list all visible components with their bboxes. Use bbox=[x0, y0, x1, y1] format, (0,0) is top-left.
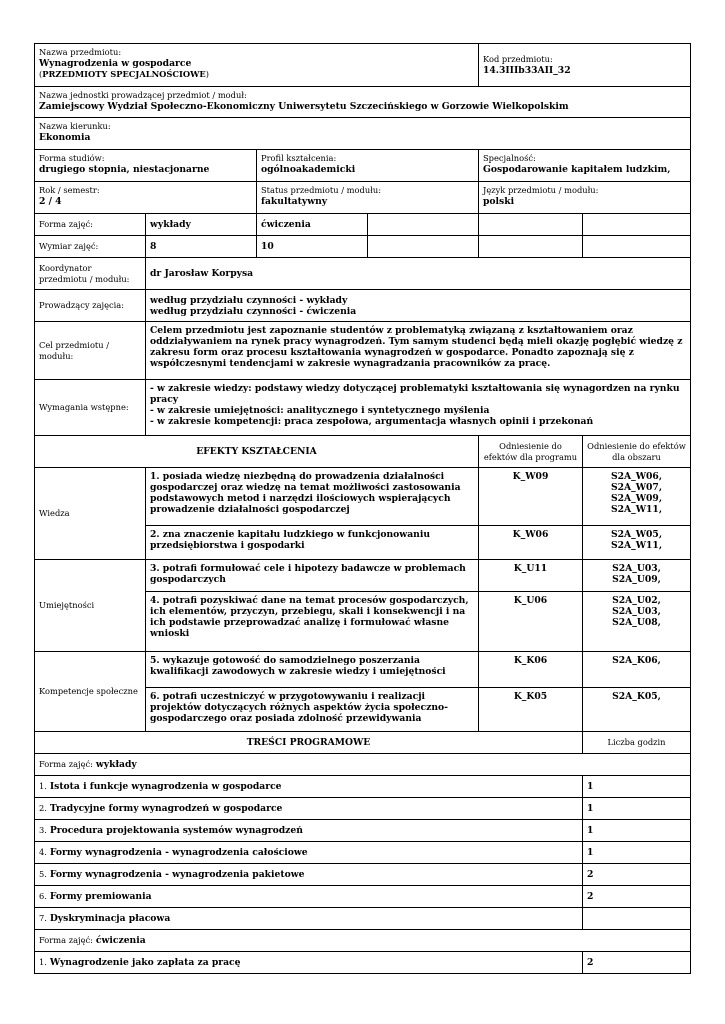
paren-open: ( bbox=[39, 69, 43, 79]
content-topic bbox=[35, 842, 583, 864]
code-label: Kod przedmiotu: bbox=[483, 54, 553, 64]
profile-cell bbox=[257, 150, 479, 182]
effect-program-ref: K_W09 bbox=[479, 468, 583, 526]
class-hours-label: Wymiar zajęć: bbox=[35, 236, 146, 258]
topic-num: 2. bbox=[39, 803, 47, 813]
topic-num: 1. bbox=[39, 781, 47, 791]
effect-program-ref: K_W06 bbox=[479, 526, 583, 560]
topic-num: 3. bbox=[39, 825, 47, 835]
paren-close: ) bbox=[205, 69, 209, 79]
content-topic bbox=[35, 908, 583, 930]
effect-text: 5. wykazuje gotowość do samodzielnego poszerzania kwalifikacji zawodowych w zakresie wiedzy i umiejętności bbox=[146, 652, 479, 688]
topic-title: Istota i funkcje wynagrodzenia w gospodarce bbox=[49, 781, 282, 792]
effects-title: EFEKTY KSZTAŁCENIA bbox=[35, 436, 479, 468]
exercises-form-value: ćwiczenia bbox=[95, 935, 146, 946]
field-value: Ekonomia bbox=[39, 132, 91, 143]
language-cell bbox=[479, 182, 691, 214]
content-header-row bbox=[35, 732, 691, 754]
content-topic bbox=[35, 776, 583, 798]
subject-group: PRZEDMIOTY SPECJALNOŚCIOWE bbox=[42, 69, 206, 79]
requirements-row bbox=[35, 380, 691, 436]
topic-num: 6. bbox=[39, 891, 47, 901]
requirements-skills: - w zakresie umiejętności: analitycznego i syntetycznego myślenia bbox=[150, 405, 490, 416]
class-form-empty-2 bbox=[479, 214, 583, 236]
class-hours-row bbox=[35, 236, 691, 258]
form-label: Forma zajęć: bbox=[39, 759, 93, 769]
lectures-form bbox=[35, 754, 691, 776]
year-row bbox=[35, 182, 691, 214]
effects-area-header: Odniesienie do efektów dla obszaru bbox=[583, 436, 691, 468]
instructors-value bbox=[146, 290, 691, 322]
effect-area-ref bbox=[583, 592, 691, 652]
effect-area-ref bbox=[583, 652, 691, 688]
year-cell bbox=[35, 182, 257, 214]
language-value: polski bbox=[483, 196, 515, 207]
effect-program-ref: K_K06 bbox=[479, 652, 583, 688]
coordinator-value: dr Jarosław Korpysa bbox=[146, 258, 691, 290]
study-row bbox=[35, 150, 691, 182]
topic-num: 4. bbox=[39, 847, 47, 857]
effects-group-social: Kompetencje społeczne bbox=[35, 652, 146, 732]
study-form-cell bbox=[35, 150, 257, 182]
topic-hours: 1 bbox=[583, 798, 691, 820]
effect-program-ref: K_K05 bbox=[479, 688, 583, 732]
effect-text: 4. potrafi pozyskiwać dane na temat procesów gospodarczych, ich elementów, przyczyn, przebiegu, skali i konsekwencji i na ich podstawie przeprowadzać analizę i formułować własne wnioski bbox=[146, 592, 479, 652]
topic-hours: 2 bbox=[583, 886, 691, 908]
content-row bbox=[35, 886, 691, 908]
form-label: Forma zajęć: bbox=[39, 935, 93, 945]
area-ref: S2A_U03, bbox=[612, 606, 661, 617]
specialty-value: Gospodarowanie kapitałem ludzkim, bbox=[483, 164, 671, 175]
effect-area-ref bbox=[583, 526, 691, 560]
effects-header-row bbox=[35, 436, 691, 468]
content-topic bbox=[35, 820, 583, 842]
status-value: fakultatywny bbox=[261, 196, 328, 207]
status-cell bbox=[257, 182, 479, 214]
effect-text: 2. zna znaczenie kapitału ludzkiego w funkcjonowaniu przedsiębiorstwa i gospodarki bbox=[146, 526, 479, 560]
content-row bbox=[35, 820, 691, 842]
area-ref: S2A_W11, bbox=[610, 504, 663, 515]
area-ref: S2A_K05, bbox=[612, 691, 661, 702]
content-row bbox=[35, 798, 691, 820]
area-ref: S2A_U08, bbox=[612, 617, 661, 628]
study-form-value: drugiego stopnia, niestacjonarne bbox=[39, 164, 210, 175]
topic-hours: 1 bbox=[583, 842, 691, 864]
class-form-empty-3 bbox=[583, 214, 691, 236]
field-cell bbox=[35, 118, 691, 150]
instructors-row bbox=[35, 290, 691, 322]
subject-code: 14.3IIIb33AII_32 bbox=[483, 65, 571, 76]
area-ref: S2A_W07, bbox=[610, 482, 663, 493]
topic-hours: 2 bbox=[583, 952, 691, 974]
area-ref: S2A_U09, bbox=[612, 574, 661, 585]
class-hours-exercises: 10 bbox=[257, 236, 368, 258]
subject-name: Wynagrodzenia w gospodarce bbox=[39, 58, 192, 69]
profile-label: Profil kształcenia: bbox=[261, 153, 337, 163]
topic-hours bbox=[583, 908, 691, 930]
class-hours-empty-1 bbox=[368, 236, 479, 258]
content-topic bbox=[35, 952, 583, 974]
class-form-empty-1 bbox=[368, 214, 479, 236]
class-hours-empty-3 bbox=[583, 236, 691, 258]
instructors-label: Prowadzący zajęcia: bbox=[35, 290, 146, 322]
topic-title: Procedura projektowania systemów wynagrodzeń bbox=[49, 825, 303, 836]
lectures-form-value: wykłady bbox=[95, 759, 137, 770]
year-value: 2 / 4 bbox=[39, 196, 62, 207]
effect-row bbox=[35, 652, 691, 688]
coordinator-row bbox=[35, 258, 691, 290]
area-ref: S2A_W11, bbox=[610, 540, 663, 551]
content-row bbox=[35, 842, 691, 864]
effect-area-ref bbox=[583, 468, 691, 526]
field-label: Nazwa kierunku: bbox=[39, 121, 111, 131]
topic-title: Formy premiowania bbox=[49, 891, 152, 902]
course-syllabus-table bbox=[34, 43, 691, 974]
specialty-cell bbox=[479, 150, 691, 182]
subject-label: Nazwa przedmiotu: bbox=[39, 47, 122, 57]
effect-text: 3. potrafi formułować cele i hipotezy badawcze w problemach gospodarczych bbox=[146, 560, 479, 592]
topic-title: Tradycyjne formy wynagrodzeń w gospodarce bbox=[49, 803, 283, 814]
unit-row bbox=[35, 87, 691, 118]
class-hours-empty-2 bbox=[479, 236, 583, 258]
effect-row bbox=[35, 468, 691, 526]
unit-label: Nazwa jednostki prowadzącej przedmiot / moduł: bbox=[39, 90, 247, 100]
area-ref: S2A_U02, bbox=[612, 595, 661, 606]
class-form-lectures: wykłady bbox=[146, 214, 257, 236]
content-hours-header: Liczba godzin bbox=[583, 732, 691, 754]
effect-area-ref bbox=[583, 560, 691, 592]
requirements-knowledge: - w zakresie wiedzy: podstawy wiedzy dotyczącej problematyki kształtowania się wynagordzen na rynku pracy bbox=[150, 383, 680, 405]
instructors-line-2: według przydziału czynności - ćwiczenia bbox=[150, 305, 357, 317]
content-form-row bbox=[35, 930, 691, 952]
content-form-row bbox=[35, 754, 691, 776]
topic-title: Wynagrodzenie jako zapłata za pracę bbox=[49, 957, 241, 968]
field-row bbox=[35, 118, 691, 150]
effects-program-header: Odniesienie do efektów dla programu bbox=[479, 436, 583, 468]
goal-row bbox=[35, 322, 691, 380]
content-topic bbox=[35, 798, 583, 820]
area-ref: S2A_W05, bbox=[610, 529, 663, 540]
class-form-row bbox=[35, 214, 691, 236]
code-cell bbox=[479, 44, 691, 87]
requirements-competences: - w zakresie kompetencji: praca zespołowa, argumentacja własnych opinii i przekonań bbox=[150, 416, 594, 427]
goal-text: Celem przedmiotu jest zapoznanie studentów z problematyką związaną z kształtowaniem oraz oddziaływaniem na rynek pracy wynagrodzeń. Tym samym studenci będą mieli okazję pogłębić wiedzę z zakresu form oraz procesu kształtowania wynagrodzeń w gospodarce. Ponadto zapoznają się z współczesnymi tendencjami w zakresie wynagradzania pracowników za pracę. bbox=[146, 322, 691, 380]
unit-value: Zamiejscowy Wydział Społeczno-Ekonomiczny Uniwersytetu Szczecińskiego w Gorzowie Wielkopolskim bbox=[39, 101, 569, 112]
topic-title: Formy wynagrodzenia - wynagrodzenia całościowe bbox=[49, 847, 308, 858]
class-hours-lectures: 8 bbox=[146, 236, 257, 258]
area-ref: S2A_U03, bbox=[612, 563, 661, 574]
year-label: Rok / semestr: bbox=[39, 185, 100, 195]
class-form-label: Forma zajęć: bbox=[35, 214, 146, 236]
requirements-value bbox=[146, 380, 691, 436]
topic-title: Formy wynagrodzenia - wynagrodzenia pakietowe bbox=[49, 869, 305, 880]
status-label: Status przedmiotu / modułu: bbox=[261, 185, 382, 195]
content-row bbox=[35, 776, 691, 798]
content-title: TREŚCI PROGRAMOWE bbox=[35, 732, 583, 754]
topic-num: 1. bbox=[39, 957, 47, 967]
unit-cell bbox=[35, 87, 691, 118]
subject-row bbox=[35, 44, 691, 87]
class-form-exercises: ćwiczenia bbox=[257, 214, 368, 236]
area-ref: S2A_K06, bbox=[612, 655, 661, 666]
effect-text: 1. posiada wiedzę niezbędną do prowadzenia działalności gospodarczej oraz wiedzę na temat możliwości zastosowania podstawowych metod i narzędzi ilościowych wspierających prowadzenie działalności gospodarczej bbox=[146, 468, 479, 526]
coordinator-label: Koordynator przedmiotu / modułu: bbox=[35, 258, 146, 290]
instructors-line-1: według przydziału czynności - wykłady bbox=[150, 294, 348, 306]
profile-value: ogólnoakademicki bbox=[261, 164, 356, 175]
effects-group-knowledge: Wiedza bbox=[35, 468, 146, 560]
content-row bbox=[35, 952, 691, 974]
exercises-form bbox=[35, 930, 691, 952]
study-form-label: Forma studiów: bbox=[39, 153, 105, 163]
topic-num: 7. bbox=[39, 913, 47, 923]
effect-row bbox=[35, 560, 691, 592]
language-label: Język przedmiotu / modułu: bbox=[483, 185, 599, 195]
effect-text: 6. potrafi uczestniczyć w przygotowywaniu i realizacji projektów dotyczących różnych aspektów życia społeczno-gospodarczego oraz posiada zdolność przewidywania bbox=[146, 688, 479, 732]
content-row bbox=[35, 908, 691, 930]
area-ref: S2A_W09, bbox=[610, 493, 663, 504]
topic-hours: 2 bbox=[583, 864, 691, 886]
requirements-label: Wymagania wstępne: bbox=[35, 380, 146, 436]
effect-program-ref: K_U11 bbox=[479, 560, 583, 592]
specialty-label: Specjalność: bbox=[483, 153, 536, 163]
content-topic bbox=[35, 864, 583, 886]
topic-num: 5. bbox=[39, 869, 47, 879]
content-row bbox=[35, 864, 691, 886]
topic-hours: 1 bbox=[583, 776, 691, 798]
subject-cell bbox=[35, 44, 479, 87]
effect-program-ref: K_U06 bbox=[479, 592, 583, 652]
area-ref: S2A_W06, bbox=[610, 471, 663, 482]
effect-area-ref bbox=[583, 688, 691, 732]
topic-title: Dyskryminacja płacowa bbox=[49, 913, 171, 924]
effects-group-skills: Umiejętności bbox=[35, 560, 146, 652]
content-topic bbox=[35, 886, 583, 908]
goal-label: Cel przedmiotu / modułu: bbox=[35, 322, 146, 380]
topic-hours: 1 bbox=[583, 820, 691, 842]
